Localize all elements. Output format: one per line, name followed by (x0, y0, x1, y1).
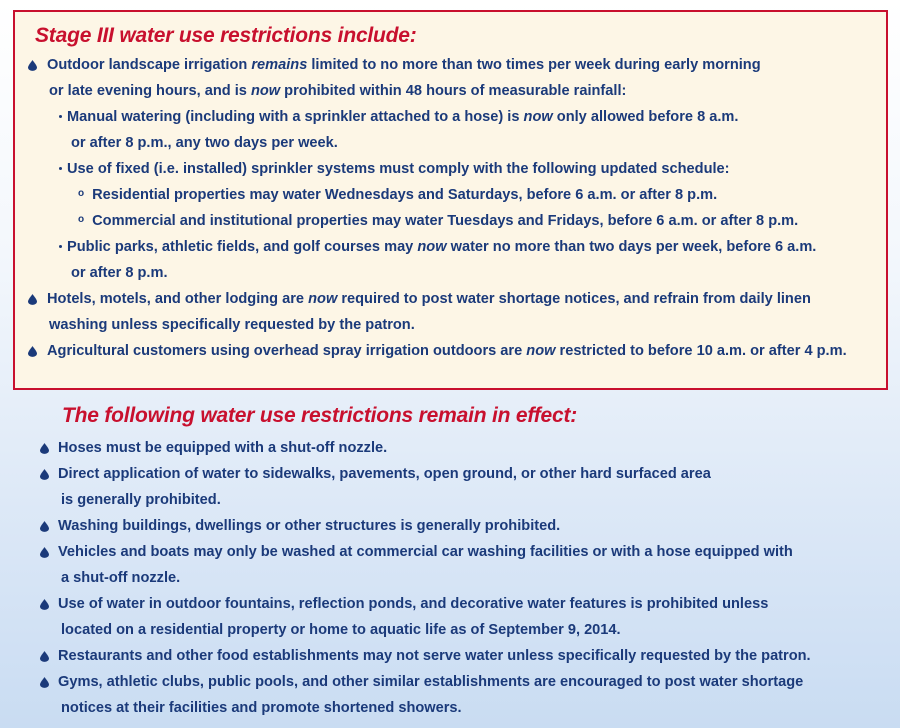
effect-item (0, 435, 900, 461)
stage3-item-irrigation (15, 52, 886, 104)
water-drop-icon (40, 599, 49, 610)
effect-list (0, 435, 900, 721)
water-drop-icon (40, 547, 49, 558)
stage3-subsub-residential (15, 182, 886, 208)
stage3-sub-parks (15, 234, 886, 286)
effect-item (0, 539, 900, 591)
dot-bullet-icon (59, 245, 62, 248)
item-text: or late evening hours, and is (49, 83, 251, 99)
emphasis: now (308, 291, 338, 308)
stage3-subsub-commercial (15, 208, 886, 234)
item-text: limited to no more than two times per week during early morning (307, 57, 761, 73)
stage3-title: Stage III water use restrictions include: (35, 24, 417, 47)
water-drop-icon (40, 469, 49, 480)
emphasis: now (523, 109, 553, 125)
water-drop-icon (28, 346, 37, 357)
circle-bullet-icon: o (78, 188, 85, 200)
emphasis: now (417, 239, 447, 256)
item-text: Outdoor landscape irrigation (47, 57, 252, 73)
item-text: is generally prohibited. (61, 492, 221, 508)
item-text: Residential properties may water Wednesdays and Saturdays, before 6 a.m. or after 8 p.m. (92, 187, 718, 203)
item-text: located on a residential property or home to aquatic life as of September 9, 2014. (61, 622, 621, 638)
item-text: or after 8 p.m. (71, 265, 168, 282)
item-text: Restaurants and other food establishments may not serve water unless specifically requested by the patron. (58, 648, 811, 664)
item-text: Public parks, athletic fields, and golf courses may (67, 239, 418, 256)
circle-bullet-icon: o (78, 214, 85, 226)
item-text: notices at their facilities and promote shortened showers. (61, 700, 462, 716)
item-text: Commercial and institutional properties may water Tuesdays and Fridays, before 6 a.m. or after 8 p.m. (92, 213, 799, 230)
emphasis: now (250, 83, 281, 99)
dot-bullet-icon (59, 167, 62, 170)
item-text: Hoses must be equipped with a shut-off nozzle. (58, 440, 388, 456)
emphasis: remains (251, 57, 308, 73)
item-text: a shut-off nozzle. (61, 570, 181, 586)
water-drop-icon (28, 294, 37, 305)
water-drop-icon (40, 677, 49, 688)
water-drop-icon (40, 651, 49, 662)
item-text: washing unless specifically requested by the patron. (49, 317, 415, 334)
item-text: Direct application of water to sidewalks, pavements, open ground, or other hard surfaced area (58, 466, 711, 482)
effect-item (0, 461, 900, 513)
item-text: Hotels, motels, and other lodging are (47, 291, 309, 308)
item-text: only allowed before 8 a.m. (552, 109, 739, 125)
water-drop-icon (40, 443, 49, 454)
water-drop-icon (28, 60, 37, 71)
effect-item (0, 643, 900, 669)
item-text: Use of water in outdoor fountains, reflection ponds, and decorative water features is prohibited unless (58, 596, 769, 612)
effect-title: The following water use restrictions remain in effect: (62, 404, 578, 427)
effect-item (0, 591, 900, 643)
dot-bullet-icon (59, 115, 62, 118)
stage3-sub-fixed (15, 156, 886, 182)
item-text: Vehicles and boats may only be washed at commercial car washing facilities or with a hose equipped with (58, 544, 793, 560)
stage3-box (13, 10, 888, 390)
effect-item (0, 513, 900, 539)
item-text: Use of fixed (i.e. installed) sprinkler systems must comply with the following updated schedule: (67, 161, 730, 177)
item-text: water no more than two days per week, before 6 a.m. (446, 239, 817, 256)
item-text: Manual watering (including with a sprinkler attached to a hose) is (67, 109, 524, 125)
item-text: or after 8 p.m., any two days per week. (71, 135, 338, 151)
item-text: Washing buildings, dwellings or other structures is generally prohibited. (58, 518, 561, 534)
item-text: prohibited within 48 hours of measurable rainfall: (280, 83, 627, 99)
item-text: restricted to before 10 a.m. or after 4 p.m. (555, 343, 847, 360)
item-text: required to post water shortage notices, and refrain from daily linen (337, 291, 811, 308)
item-text: Gyms, athletic clubs, public pools, and other similar establishments are encouraged to post water shortage (58, 674, 804, 690)
water-drop-icon (40, 521, 49, 532)
stage3-item-agricultural (15, 338, 886, 364)
emphasis: now (526, 343, 556, 360)
item-text: Agricultural customers using overhead spray irrigation outdoors are (47, 343, 527, 360)
effect-item (0, 669, 900, 721)
stage3-item-hotels (15, 286, 886, 338)
stage3-sub-manual (15, 104, 886, 156)
